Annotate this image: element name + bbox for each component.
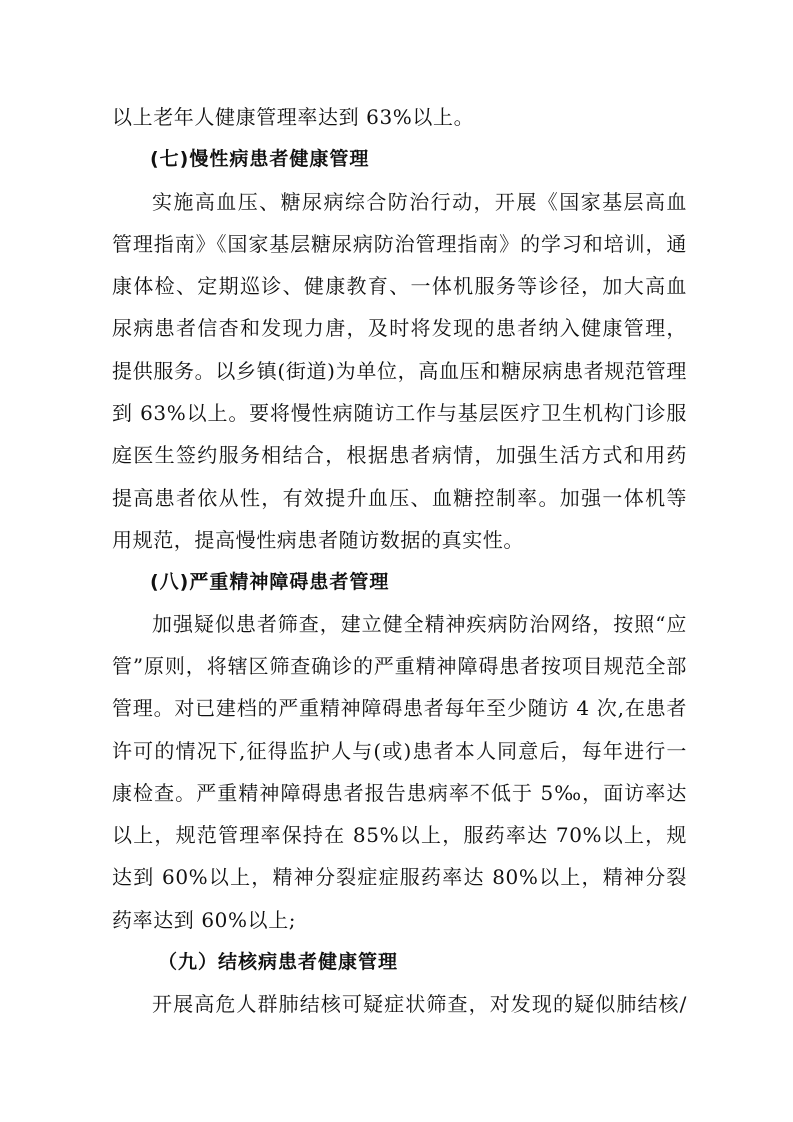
paragraph-line: 达到 60%以上，精神分裂症症服药率达 80%以上，精神分裂 [112, 865, 687, 889]
paragraph-line: 管”原则，将辖区筛查确诊的严重精神障碍患者按项目规范全部 [112, 654, 687, 678]
paragraph-line: 管理。对已建档的严重精神障碍患者每年至少随访 4 次,在患者 [112, 696, 687, 720]
paragraph-line: 提供服务。以乡镇(街道)为单位，高血压和糖尿病患者规范管理 [112, 359, 687, 383]
paragraph-line: 许可的情况下,征得监护人与(或)患者本人同意后，每年进行一 [112, 739, 687, 763]
paragraph-line: 药率达到 60%以上; [112, 908, 297, 932]
section-heading-chronic-disease: (七)慢性病患者健康管理 [150, 148, 370, 170]
paragraph-line: 以上，规范管理率保持在 85%以上，服药率达 70%以上，规 [112, 823, 687, 847]
section-heading-tuberculosis: （九）结核病患者健康管理 [158, 951, 399, 973]
paragraph-line: 庭医生签约服务相结合，根据患者病情，加强生活方式和用药 [112, 443, 687, 467]
section-heading-mental-disorder: (八)严重精神障碍患者管理 [150, 571, 390, 593]
paragraph-line: 管理指南》《国家基层糖尿病防治管理指南》的学习和培训，通 [112, 232, 687, 256]
paragraph-line: 康检查。严重精神障碍患者报告患病率不低于 5‰，面访率达 [112, 781, 687, 805]
paragraph-line: 尿病患者信杳和发现力唐，及时将发现的患者纳入健康管理， [112, 316, 687, 340]
paragraph-line: 实施高血压、糖尿病综合防治行动，开展《国家基层高血 [152, 190, 687, 214]
paragraph-line: 用规范，提高慢性病患者随访数据的真实性。 [112, 528, 524, 552]
paragraph-line: 康体检、定期巡诊、健康教育、一体机服务等诊径，加大高血 [112, 274, 687, 298]
paragraph-line: 以上老年人健康管理率达到 63%以上。 [112, 105, 475, 129]
paragraph-line: 加强疑似患者筛查，建立健全精神疾病防治网络，按照“应 [152, 612, 687, 636]
paragraph-line: 到 63%以上。要将慢性病随访工作与基层医疗卫生机构门诊服 [112, 401, 687, 425]
paragraph-line: 开展高危人群肺结核可疑症状筛查，对发现的疑似肺结核/ [152, 992, 687, 1016]
paragraph-line: 提高患者依从性，有效提升血压、血糖控制率。加强一体机等 [112, 486, 687, 510]
